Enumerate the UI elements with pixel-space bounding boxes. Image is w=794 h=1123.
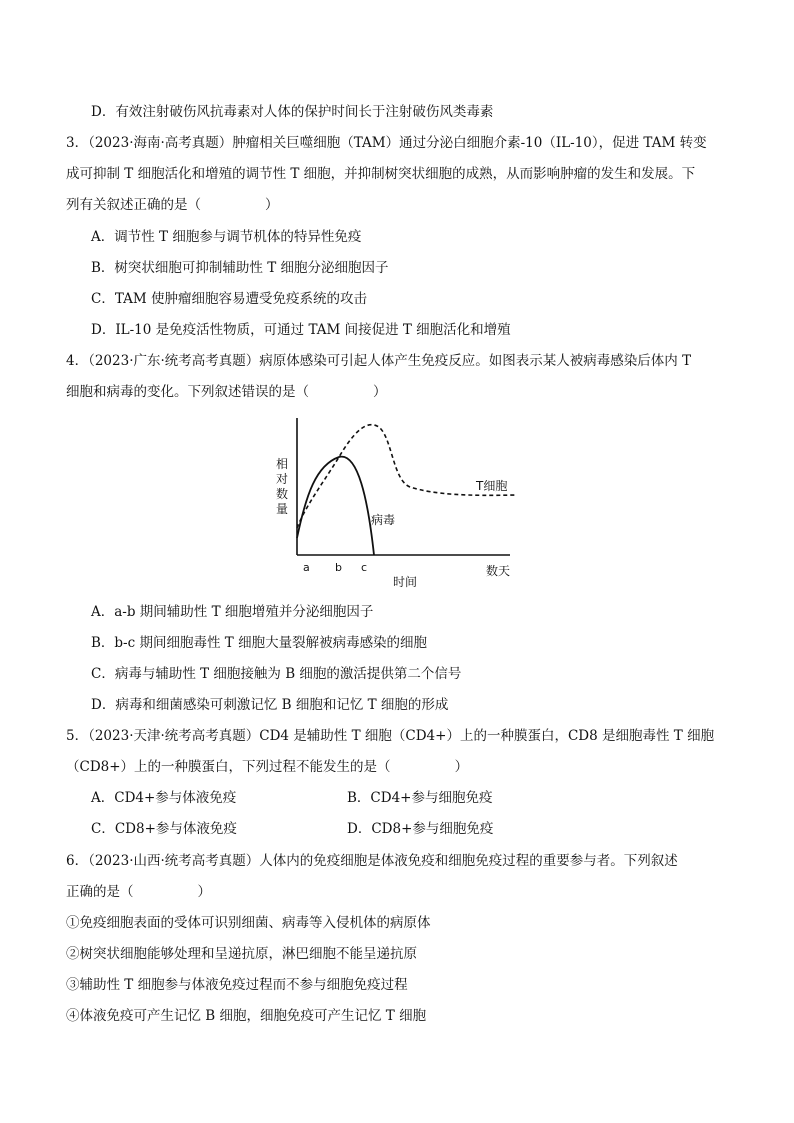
q5-option-c: C．CD8+参与体液免疫 (91, 821, 237, 837)
q5-option-b: B．CD4+参与细胞免疫 (347, 790, 493, 806)
q4-option-b: B．b-c 期间细胞毒性 T 细胞大量裂解被病毒感染的细胞 (91, 635, 428, 651)
q3-stem-line2: 成可抑制 T 细胞活化和增殖的调节性 T 细胞，并抑制树突状细胞的成熟，从而影响肿瘤的发生和发展。下 (66, 166, 696, 182)
q6-statement-2: ②树突状细胞能够处理和呈递抗原，淋巴细胞不能呈递抗原 (66, 946, 417, 962)
q5-option-a: A．CD4+参与体液免疫 (91, 790, 237, 806)
x-axis-end-label: 数天 (486, 564, 511, 578)
q6-statement-4: ④体液免疫可产生记忆 B 细胞，细胞免疫可产生记忆 T 细胞 (66, 1008, 427, 1024)
q4-stem-line2: 细胞和病毒的变化。下列叙述错误的是（ ） (66, 384, 387, 400)
q6-stem-line2: 正确的是（ ） (66, 884, 211, 900)
q3-option-b: B．树突状细胞可抑制辅助性 T 细胞分泌细胞因子 (91, 260, 389, 276)
y-label-char-4: 量 (276, 502, 289, 516)
y-label-char-3: 数 (276, 487, 289, 501)
series-virus-label: 病毒 (371, 513, 396, 527)
series-virus-line (297, 457, 374, 555)
series-tcell-label: T细胞 (476, 479, 508, 493)
q6-statement-3: ③辅助性 T 细胞参与体液免疫过程而不参与细胞免疫过程 (66, 977, 408, 993)
immune-response-chart (270, 410, 530, 595)
y-label-char-1: 相 (276, 457, 289, 471)
x-tick-a: a (303, 561, 310, 574)
q3-option-a: A．调节性 T 细胞参与调节机体的特异性免疫 (91, 229, 362, 245)
q6-stem-line1: 6．（2023·山西·统考高考真题）人体内的免疫细胞是体液免疫和细胞免疫过程的重要参与者。下列叙述 (66, 853, 678, 869)
x-axis-label: 时间 (393, 575, 418, 589)
q6-statement-1: ①免疫细胞表面的受体可识别细菌、病毒等入侵机体的病原体 (66, 915, 431, 931)
q2-option-d: D．有效注射破伤风抗毒素对人体的保护时间长于注射破伤风类毒素 (91, 104, 494, 120)
q5-stem-line1: 5．（2023·天津·统考高考真题）CD4 是辅助性 T 细胞（CD4+）上的一种膜蛋白，CD8 是细胞毒性 T 细胞 (66, 728, 715, 744)
q3-stem-line1: 3．（2023·海南·高考真题）肿瘤相关巨噬细胞（TAM）通过分泌白细胞介素-10（IL-10），促进 TAM 转变 (66, 135, 707, 151)
q4-option-c: C．病毒与辅助性 T 细胞接触为 B 细胞的激活提供第二个信号 (91, 666, 462, 682)
q4-option-a: A．a-b 期间辅助性 T 细胞增殖并分泌细胞因子 (91, 604, 374, 620)
series-tcell-line (297, 425, 515, 528)
q5-option-d: D．CD8+参与细胞免疫 (347, 821, 494, 837)
y-label-char-2: 对 (276, 472, 289, 486)
q3-option-d: D．IL-10 是免疫活性物质，可通过 TAM 间接促进 T 细胞活化和增殖 (91, 322, 511, 338)
q3-option-c: C．TAM 使肿瘤细胞容易遭受免疫系统的攻击 (91, 291, 367, 307)
q4-stem-line1: 4．（2023·广东·统考高考真题）病原体感染可引起人体产生免疫反应。如图表示某人被病毒感染后体内 T (66, 353, 692, 369)
x-tick-c: c (361, 561, 368, 574)
q4-option-d: D．病毒和细菌感染可刺激记忆 B 细胞和记忆 T 细胞的形成 (91, 697, 449, 713)
x-tick-b: b (335, 561, 342, 574)
q5-stem-line2: （CD8+）上的一种膜蛋白，下列过程不能发生的是（ ） (66, 759, 469, 775)
q3-stem-line3: 列有关叙述正确的是（ ） (66, 197, 279, 213)
